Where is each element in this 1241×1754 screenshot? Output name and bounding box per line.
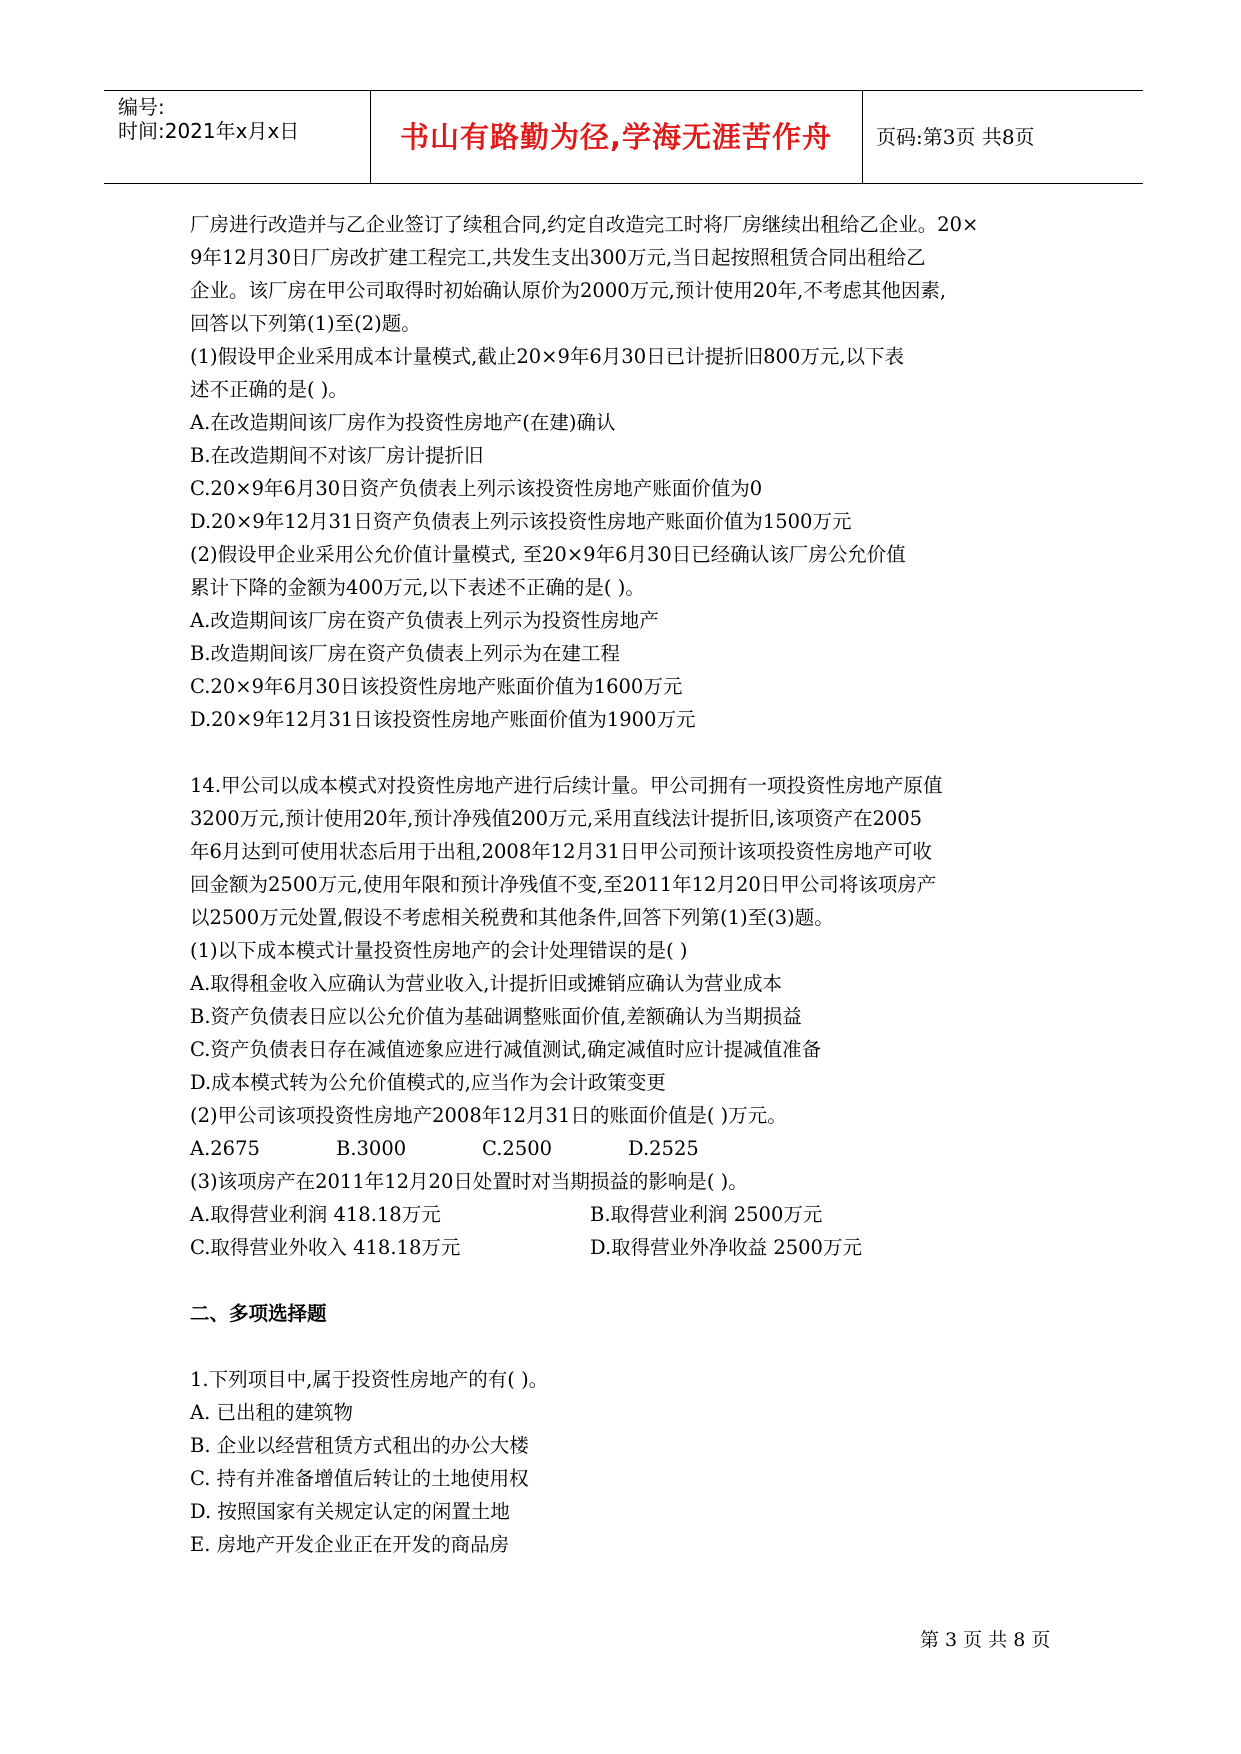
question-14-sub-2 [190, 1099, 1060, 1165]
question-stem: 述不正确的是( )。 [190, 378, 348, 401]
spacer [190, 736, 1060, 769]
option-c: C.20×9年6月30日资产负债表上列示该投资性房地产账面价值为0 [190, 477, 763, 500]
page-footer: 第 3 页 共 8 页 [920, 1629, 1051, 1651]
page-header [104, 90, 1143, 184]
spacer [190, 1264, 1060, 1297]
option-d: D.取得营业外净收益 2500万元 [590, 1236, 862, 1259]
question-13-intro [190, 208, 1060, 340]
option-b: B.取得营业利润 2500万元 [590, 1203, 823, 1226]
option-c: C.2500 [482, 1137, 553, 1160]
question-stem: 1.下列项目中,属于投资性房地产的有( )。 [190, 1368, 549, 1391]
option-b: B.3000 [336, 1137, 407, 1160]
question-14-sub-1 [190, 934, 1060, 1099]
option-d: D.成本模式转为公允价值模式的,应当作为会计政策变更 [190, 1071, 666, 1094]
paragraph-line: 14.甲公司以成本模式对投资性房地产进行后续计量。甲公司拥有一项投资性房地产原值 [190, 774, 943, 797]
question-stem: (3)该项房产在2011年12月20日处置时对当期损益的影响是( )。 [190, 1170, 748, 1193]
option-c: C.资产负债表日存在减值迹象应进行减值测试,确定减值时应计提减值准备 [190, 1038, 822, 1061]
options-row [190, 1198, 1060, 1231]
paragraph-line: 9年12月30日厂房改扩建工程完工,共发生支出300万元,当日起按照租赁合同出租给乙 [190, 246, 926, 269]
header-page-number: 页码:第3页 共8页 [876, 125, 1035, 149]
paragraph-line: 年6月达到可使用状态后用于出租,2008年12月31日甲公司预计该项投资性房地产可收 [190, 840, 932, 863]
option-a: A.2675 [190, 1137, 260, 1160]
option-d: D.20×9年12月31日资产负债表上列示该投资性房地产账面价值为1500万元 [190, 510, 852, 533]
paragraph-line: 回金额为2500万元,使用年限和预计净残值不变,至2011年12月20日甲公司将该项房产 [190, 873, 937, 896]
option-a: A.取得租金收入应确认为营业收入,计提折旧或摊销应确认为营业成本 [190, 972, 782, 995]
question-stem: (1)以下成本模式计量投资性房地产的会计处理错误的是( ) [190, 939, 688, 962]
option-d: D.2525 [628, 1137, 699, 1160]
option-a: A. 已出租的建筑物 [190, 1401, 353, 1424]
document-body [190, 208, 1060, 1561]
header-motto-cell [370, 91, 863, 183]
option-b: B. 企业以经营租赁方式租出的办公大楼 [190, 1434, 529, 1457]
option-d: D.20×9年12月31日该投资性房地产账面价值为1900万元 [190, 708, 696, 731]
question-stem: (2)甲公司该项投资性房地产2008年12月31日的账面价值是( )万元。 [190, 1104, 787, 1127]
question-stem: 累计下降的金额为400万元,以下表述不正确的是( )。 [190, 576, 645, 599]
option-b: B.改造期间该厂房在资产负债表上列示为在建工程 [190, 642, 621, 665]
option-a: A.取得营业利润 418.18万元 [190, 1203, 441, 1226]
spacer [190, 1330, 1060, 1363]
option-c: C. 持有并准备增值后转让的土地使用权 [190, 1467, 529, 1490]
option-b: B.在改造期间不对该厂房计提折旧 [190, 444, 484, 467]
paragraph-line: 以2500万元处置,假设不考虑相关税费和其他条件,回答下列第(1)至(3)题。 [190, 906, 834, 929]
option-b: B.资产负债表日应以公允价值为基础调整账面价值,差额确认为当期损益 [190, 1005, 802, 1028]
question-stem: (1)假设甲企业采用成本计量模式,截止20×9年6月30日已计提折旧800万元,以下表 [190, 345, 905, 368]
question-14-intro [190, 769, 1060, 934]
question-14-sub-3 [190, 1165, 1060, 1264]
document-number-label: 编号: [118, 95, 165, 119]
options-row [190, 1132, 1060, 1165]
question-13-sub-2 [190, 538, 1060, 736]
document-time-label: 时间:2021年x月x日 [118, 119, 300, 143]
option-d: D. 按照国家有关规定认定的闲置土地 [190, 1500, 510, 1523]
header-page-cell [862, 91, 1143, 183]
header-motto: 书山有路勤为径,学海无涯苦作舟 [399, 120, 833, 154]
question-13-sub-1 [190, 340, 1060, 538]
option-c: C.20×9年6月30日该投资性房地产账面价值为1600万元 [190, 675, 683, 698]
paragraph-line: 厂房进行改造并与乙企业签订了续租合同,约定自改造完工时将厂房继续出租给乙企业。20× [190, 213, 979, 236]
header-left-cell [104, 91, 371, 183]
section-title: 二、多项选择题 [190, 1302, 327, 1325]
question-stem: (2)假设甲企业采用公允价值计量模式, 至20×9年6月30日已经确认该厂房公允价值 [190, 543, 906, 566]
paragraph-line: 3200万元,预计使用20年,预计净残值200万元,采用直线法计提折旧,该项资产在2005 [190, 807, 923, 830]
paragraph-line: 回答以下列第(1)至(2)题。 [190, 312, 421, 335]
multi-question-1 [190, 1363, 1060, 1561]
option-c: C.取得营业外收入 418.18万元 [190, 1236, 461, 1259]
options-row [190, 1231, 1060, 1264]
option-a: A.改造期间该厂房在资产负债表上列示为投资性房地产 [190, 609, 659, 632]
paragraph-line: 企业。该厂房在甲公司取得时初始确认原价为2000万元,预计使用20年,不考虑其他因素, [190, 279, 947, 302]
option-a: A.在改造期间该厂房作为投资性房地产(在建)确认 [190, 411, 616, 434]
option-e: E. 房地产开发企业正在开发的商品房 [190, 1533, 510, 1556]
